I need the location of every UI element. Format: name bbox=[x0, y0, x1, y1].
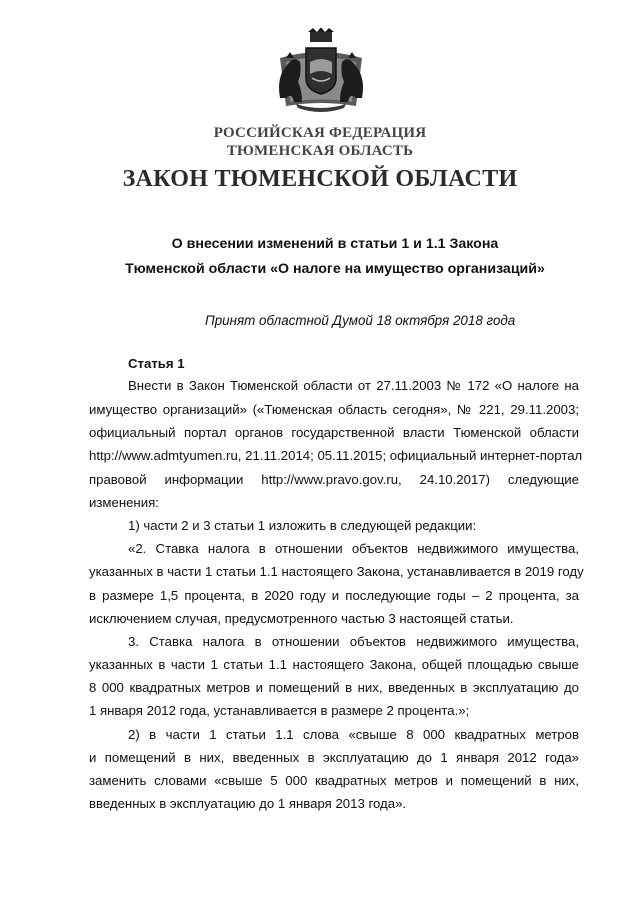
body-line: 2) в части 1 статьи 1.1 слова «свыше 8 000 квадратных метров bbox=[128, 727, 579, 742]
body-line: указанных в части 1 статьи 1.1 настоящего Закона, общей площадью свыше bbox=[89, 657, 579, 672]
law-title-line-1: О внесении изменений в статьи 1 и 1.1 Закона bbox=[171, 236, 499, 252]
body-line: заменить словами «свыше 5 000 квадратных метров и помещений в них, bbox=[89, 773, 579, 788]
law-title-line-2: Тюменской области «О налоге на имущество организаций» bbox=[125, 261, 545, 277]
body-line: 1 января 2012 года, устанавливается в размере 2 процента.»; bbox=[89, 703, 470, 718]
body-line: 3. Ставка налога в отношении объектов недвижимого имущества, bbox=[128, 634, 579, 649]
body-line: Внести в Закон Тюменской области от 27.11.2003 № 172 «О налоге на bbox=[128, 378, 579, 393]
body-line: правовой информации http://www.pravo.gov.ru, 24.10.2017) следующие bbox=[89, 472, 579, 487]
body-line: введенных в эксплуатацию до 1 января 2013 года». bbox=[89, 796, 407, 811]
body-line: 1) части 2 и 3 статьи 1 изложить в следующей редакции: bbox=[128, 518, 477, 533]
body-line: изменения: bbox=[89, 495, 159, 510]
law-heading: ЗАКОН ТЮМЕНСКОЙ ОБЛАСТИ bbox=[122, 166, 518, 192]
body-line: «2. Ставка налога в отношении объектов недвижимого имущества, bbox=[128, 541, 579, 556]
region-heading: ТЮМЕНСКАЯ ОБЛАСТЬ bbox=[226, 143, 414, 159]
body-line: официальный портал органов государственной власти Тюменской области bbox=[89, 425, 579, 440]
body-line: в размере 1,5 процента, в 2020 году и последующие годы – 2 процента, за bbox=[89, 588, 579, 603]
body-line: и помещений в них, введенных в эксплуатацию до 1 января 2012 года» bbox=[89, 750, 579, 765]
body-line: 8 000 квадратных метров и помещений в них, введенных в эксплуатацию до bbox=[89, 680, 579, 695]
body-line: имущество организаций» («Тюменская область сегодня», № 221, 29.11.2003; bbox=[89, 402, 579, 417]
federation-heading: РОССИЙСКАЯ ФЕДЕРАЦИЯ bbox=[213, 125, 427, 141]
adoption-note: Принят областной Думой 18 октября 2018 года bbox=[205, 313, 516, 328]
body-line: указанных в части 1 статьи 1.1 настоящего Закона, устанавливается в 2019 году bbox=[89, 564, 584, 579]
body-line: http://www.admtyumen.ru, 21.11.2014; 05.11.2015; официальный интернет-портал bbox=[89, 448, 583, 463]
coat-of-arms-icon bbox=[272, 28, 370, 112]
article-heading: Статья 1 bbox=[128, 356, 185, 371]
body-line: исключением случая, предусмотренного частью 3 настоящей статьи. bbox=[89, 611, 514, 626]
